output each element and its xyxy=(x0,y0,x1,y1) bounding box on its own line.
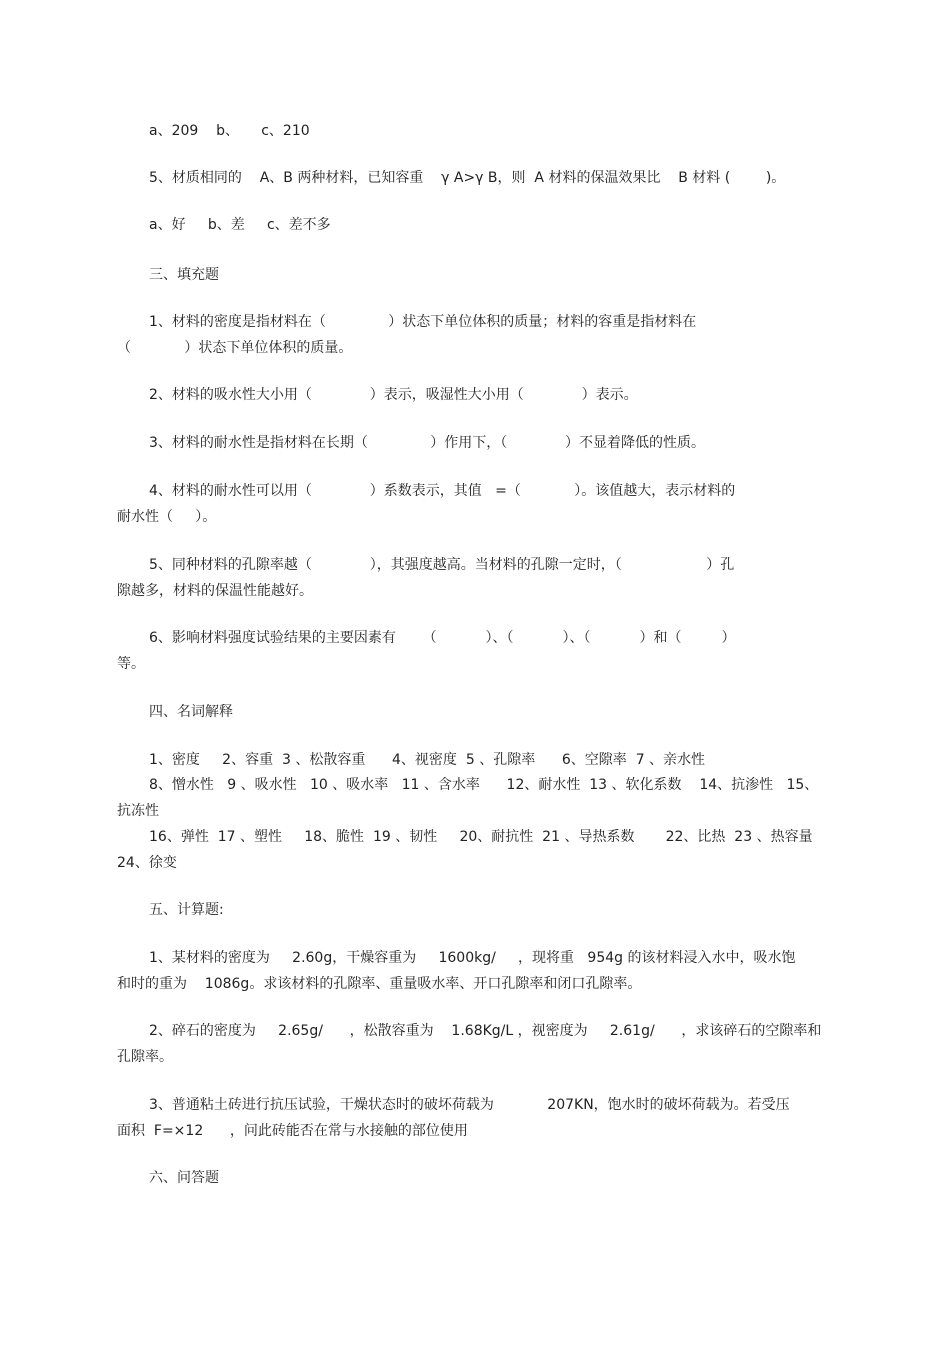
question-4-options: a、209 b、 c、210 xyxy=(149,123,310,139)
section-heading-fill-in: 三、填充题 xyxy=(149,267,219,283)
terms-line-1: 1、密度 2、容重 3 、松散容重 4、视密度 5 、孔隙率 6、空隙率 7 、亲水性 xyxy=(149,752,706,768)
fill-2: 2、材料的吸水性大小用（ ）表示，吸湿性大小用（ ）表示。 xyxy=(149,387,638,403)
fill-1-line-1: 1、材料的密度是指材料在（ ）状态下单位体积的质量；材料的容重是指材料在 xyxy=(149,314,697,330)
fill-4-line-1: 4、材料的耐水性可以用（ ）系数表示，其值 =（ ）。该值越大，表示材料的 xyxy=(149,483,736,499)
fill-6-line-1: 6、影响材料强度试验结果的主要因素有 （ ）、（ ）、（ ）和（ ） xyxy=(149,630,736,646)
section-heading-questions: 六、问答题 xyxy=(149,1170,219,1186)
calc-3-line-1: 3、普通粘土砖进行抗压试验，干燥状态时的破坏荷载为 207KN，饱水时的破坏荷载为。若受压 xyxy=(149,1097,790,1113)
fill-3: 3、材料的耐水性是指材料在长期（ ）作用下，（ ）不显着降低的性质。 xyxy=(149,435,706,451)
calc-1-line-1: 1、某材料的密度为 2.60g，干燥容重为 1600kg/ ，现将重 954g 的该材料浸入水中，吸水饱 xyxy=(149,950,796,966)
fill-1-line-2: （ ）状态下单位体积的质量。 xyxy=(117,340,353,356)
section-heading-calculation: 五、计算题: xyxy=(149,902,224,918)
fill-6-line-2: 等。 xyxy=(117,656,145,672)
question-5-options: a、好 b、差 c、差不多 xyxy=(149,217,331,233)
fill-5-line-1: 5、同种材料的孔隙率越（ ），其强度越高。当材料的孔隙一定时，（ ）孔 xyxy=(149,557,735,573)
calc-2-line-1: 2、碎石的密度为 2.65g/ ，松散容重为 1.68Kg/L ，视密度为 2.61g/ ，求该碎石的空隙率和 xyxy=(149,1023,822,1039)
calc-1-line-2: 和时的重为 1086g。求该材料的孔隙率、重量吸水率、开口孔隙率和闭口孔隙率。 xyxy=(117,976,642,992)
terms-line-2: 8、憎水性 9 、吸水性 10 、吸水率 11 、含水率 12、耐水性 13 、软化系数 14、抗渗性 15、 xyxy=(149,777,819,793)
terms-line-5: 24、徐变 xyxy=(117,855,177,871)
question-5: 5、材质相同的 A、B 两种材料，已知容重 γ A>γ B，则 A 材料的保温效果比 B 材料 ( )。 xyxy=(149,170,786,186)
calc-2-line-2: 孔隙率。 xyxy=(117,1049,173,1065)
fill-4-line-2: 耐水性（ ）。 xyxy=(117,509,217,525)
fill-5-line-2: 隙越多，材料的保温性能越好。 xyxy=(117,583,313,599)
terms-line-3: 抗冻性 xyxy=(117,803,159,819)
section-heading-terms: 四、名词解释 xyxy=(149,704,233,720)
calc-3-line-2: 面积 F=×12 ，问此砖能否在常与水接触的部位使用 xyxy=(117,1123,468,1139)
terms-line-4: 16、弹性 17 、塑性 18、脆性 19 、韧性 20、耐抗性 21 、导热系数 22、比热 23 、热容量 xyxy=(149,829,813,845)
